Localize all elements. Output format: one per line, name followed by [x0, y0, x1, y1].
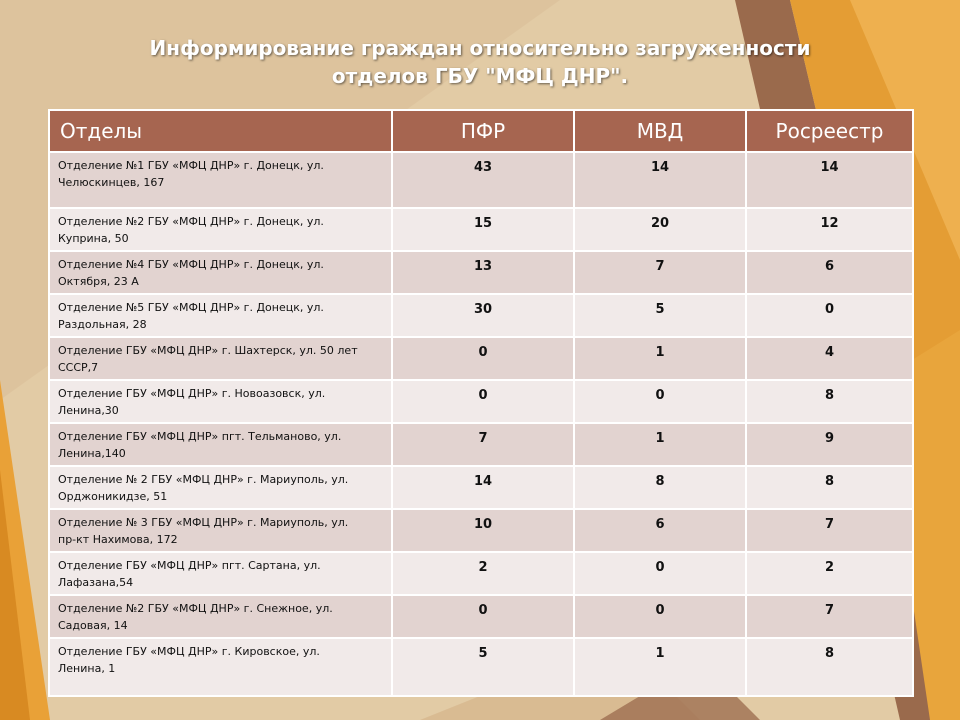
slide-title-line-1: Информирование граждан относительно загруженности [149, 36, 811, 60]
mvd-value: 1 [574, 337, 746, 380]
department-name [49, 294, 392, 337]
department-name-line-2: Орджоникидзе, 51 [58, 490, 168, 503]
pfr-value: 0 [392, 380, 574, 423]
department-name [49, 552, 392, 595]
table-row [49, 251, 913, 294]
mvd-value: 5 [574, 294, 746, 337]
mvd-value: 14 [574, 152, 746, 208]
table-row [49, 152, 913, 208]
rosreestr-value: 0 [746, 294, 913, 337]
mvd-value: 1 [574, 638, 746, 696]
department-name [49, 208, 392, 251]
department-name-line-1: Отделение ГБУ «МФЦ ДНР» г. Новоазовск, ул. [58, 387, 326, 400]
mvd-value: 0 [574, 595, 746, 638]
table-row [49, 638, 913, 696]
department-name-line-1: Отделение ГБУ «МФЦ ДНР» г. Кировское, ул. [58, 645, 320, 658]
department-name-line-1: Отделение ГБУ «МФЦ ДНР» пгт. Сартана, ул. [58, 559, 321, 572]
rosreestr-value: 7 [746, 595, 913, 638]
pfr-value: 0 [392, 595, 574, 638]
mvd-value: 7 [574, 251, 746, 294]
table-row [49, 466, 913, 509]
rosreestr-value: 8 [746, 638, 913, 696]
department-name-line-1: Отделение № 2 ГБУ «МФЦ ДНР» г. Мариуполь, ул. [58, 473, 349, 486]
department-name [49, 337, 392, 380]
rosreestr-value: 6 [746, 251, 913, 294]
department-name [49, 251, 392, 294]
department-name-line-1: Отделение №1 ГБУ «МФЦ ДНР» г. Донецк, ул. [58, 159, 324, 172]
slide-title [0, 34, 960, 90]
department-name-line-2: пр-кт Нахимова, 172 [58, 533, 178, 546]
department-name [49, 638, 392, 696]
mvd-value: 20 [574, 208, 746, 251]
rosreestr-value: 9 [746, 423, 913, 466]
pfr-value: 15 [392, 208, 574, 251]
department-name-line-1: Отделение №2 ГБУ «МФЦ ДНР» г. Донецк, ул. [58, 215, 324, 228]
header-mvd: МВД [574, 110, 746, 152]
pfr-value: 7 [392, 423, 574, 466]
mvd-value: 1 [574, 423, 746, 466]
department-name-line-2: Ленина,140 [58, 447, 126, 460]
department-name-line-2: Челюскинцев, 167 [58, 176, 165, 189]
rosreestr-value: 8 [746, 466, 913, 509]
department-name-line-2: Лафазана,54 [58, 576, 134, 589]
department-name [49, 595, 392, 638]
pfr-value: 0 [392, 337, 574, 380]
table-row [49, 509, 913, 552]
mvd-value: 6 [574, 509, 746, 552]
header-departments: Отделы [49, 110, 392, 152]
pfr-value: 10 [392, 509, 574, 552]
pfr-value: 30 [392, 294, 574, 337]
mvd-value: 0 [574, 552, 746, 595]
rosreestr-value: 8 [746, 380, 913, 423]
table-row [49, 208, 913, 251]
mvd-value: 0 [574, 380, 746, 423]
table-row [49, 380, 913, 423]
department-name-line-1: Отделение №5 ГБУ «МФЦ ДНР» г. Донецк, ул. [58, 301, 324, 314]
department-name [49, 152, 392, 208]
pfr-value: 5 [392, 638, 574, 696]
mvd-value: 8 [574, 466, 746, 509]
table-row [49, 552, 913, 595]
department-name-line-1: Отделение №2 ГБУ «МФЦ ДНР» г. Снежное, ул. [58, 602, 333, 615]
department-name-line-2: Ленина, 1 [58, 662, 116, 675]
slide-title-line-2: отделов ГБУ "МФЦ ДНР". [331, 64, 629, 88]
department-name-line-1: Отделение ГБУ «МФЦ ДНР» пгт. Тельманово, ул. [58, 430, 342, 443]
department-name-line-2: СССР,7 [58, 361, 99, 374]
rosreestr-value: 7 [746, 509, 913, 552]
department-name-line-2: Куприна, 50 [58, 232, 129, 245]
department-name-line-2: Октября, 23 А [58, 275, 139, 288]
rosreestr-value: 2 [746, 552, 913, 595]
departments-table [48, 109, 914, 697]
header-pfr: ПФР [392, 110, 574, 152]
pfr-value: 2 [392, 552, 574, 595]
rosreestr-value: 12 [746, 208, 913, 251]
department-name-line-1: Отделение № 3 ГБУ «МФЦ ДНР» г. Мариуполь, ул. [58, 516, 349, 529]
pfr-value: 14 [392, 466, 574, 509]
department-name-line-2: Раздольная, 28 [58, 318, 147, 331]
table-header-row [49, 110, 913, 152]
department-name-line-1: Отделение №4 ГБУ «МФЦ ДНР» г. Донецк, ул. [58, 258, 324, 271]
table-row [49, 595, 913, 638]
department-name [49, 509, 392, 552]
department-name [49, 423, 392, 466]
table-row [49, 337, 913, 380]
table-row [49, 423, 913, 466]
header-rosreestr: Росреестр [746, 110, 913, 152]
department-name [49, 466, 392, 509]
table-row [49, 294, 913, 337]
pfr-value: 43 [392, 152, 574, 208]
rosreestr-value: 14 [746, 152, 913, 208]
pfr-value: 13 [392, 251, 574, 294]
department-name-line-2: Ленина,30 [58, 404, 119, 417]
department-name-line-1: Отделение ГБУ «МФЦ ДНР» г. Шахтерск, ул. 50 лет [58, 344, 358, 357]
department-name-line-2: Садовая, 14 [58, 619, 128, 632]
rosreestr-value: 4 [746, 337, 913, 380]
department-name [49, 380, 392, 423]
